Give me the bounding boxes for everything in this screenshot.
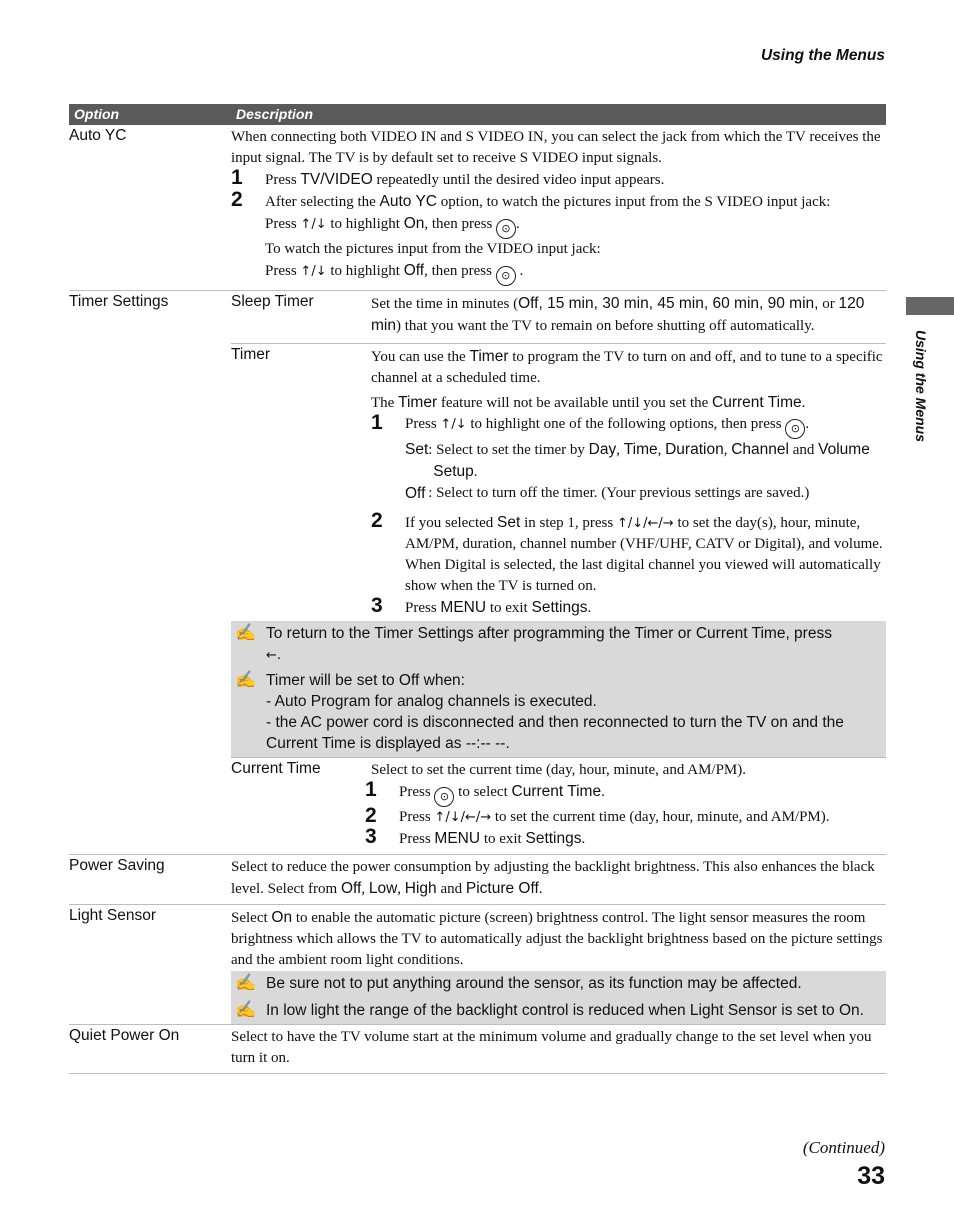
key-name: On	[271, 909, 293, 926]
text: ) that you want the TV to remain on before shutting off automatically.	[395, 318, 815, 334]
text: Press	[399, 831, 435, 847]
text: and	[788, 442, 819, 458]
term-set: Set	[405, 441, 429, 458]
key-name: Auto YC	[379, 193, 437, 210]
sub-option-description	[371, 291, 886, 343]
option-label: Light Sensor	[69, 907, 157, 924]
text: - Auto Program for analog channels is executed.	[266, 693, 597, 710]
key-name: Volume Setup	[433, 441, 870, 480]
sub-row-timer	[231, 344, 886, 621]
row-timer-settings	[69, 291, 886, 855]
sub-option-label: Timer	[231, 346, 271, 363]
text: option, to watch the pictures input from the S VIDEO input jack:	[437, 194, 831, 210]
text: to enable the automatic picture (screen) brightness control. The light sensor measures the room brightness which allows the TV to automatically adjust the backlight brightness based on the picture settings and the ambient room light conditions.	[231, 910, 883, 968]
text: Select to reduce the power consumption by adjusting the backlight brightness. This also enhances the black level. Select from	[231, 859, 875, 897]
text: repeatedly until the desired video input appears.	[372, 172, 665, 188]
paragraph	[371, 392, 886, 414]
text: To return to the Timer Settings after programming the Timer or Current Time, press	[266, 625, 832, 642]
key-name: Off	[340, 880, 362, 897]
paragraph	[371, 346, 886, 389]
step-1	[231, 166, 886, 191]
text: In low light the range of the backlight control is reduced when Light Sensor is set to On.	[266, 1002, 864, 1019]
continued-label: (Continued)	[802, 1138, 885, 1157]
step-3	[365, 825, 886, 850]
row-light-sensor	[69, 905, 886, 1025]
paragraph: When Digital is selected, the last digital channel you viewed will automatically show when the TV is turned on.	[405, 557, 881, 594]
text: .	[538, 881, 543, 897]
arrow-up-down-icon: ↑/↓	[300, 217, 327, 232]
step-2	[371, 509, 886, 597]
page-number: 33	[857, 1162, 885, 1190]
line-on: Press ↑/↓ to highlight On, then press ⊙ .	[265, 213, 886, 239]
text: ,	[397, 881, 405, 897]
text: Select	[231, 910, 272, 926]
pen-icon: ✍	[235, 1000, 257, 1019]
text: in step 1, press	[520, 515, 617, 531]
text: to highlight one of the following options, then press	[466, 416, 786, 432]
text: Press	[399, 809, 435, 825]
text: .	[801, 395, 806, 411]
key-name: 120 min	[371, 295, 865, 334]
text: - the AC power cord is disconnected and then reconnected to turn the TV on and the Current Time is displayed as --:-- --.	[266, 714, 844, 752]
key-name: Time	[623, 441, 658, 458]
note	[231, 971, 886, 998]
option-description: Select to have the TV volume start at the minimum volume and gradually change to the set level when you turn it on.	[231, 1029, 872, 1066]
paragraph: When connecting both VIDEO IN and S VIDEO IN, you can select the jack from which the TV receives the input signal. The TV is by default set to receive S VIDEO input signals.	[231, 129, 881, 166]
sub-option-description	[365, 758, 886, 854]
col-option-header: Option	[74, 106, 120, 122]
text: Timer will be set to Off when:	[266, 672, 465, 689]
options-table	[69, 104, 886, 1074]
step-number: 3	[365, 825, 377, 848]
note	[231, 621, 886, 668]
key-name: TV/VIDEO	[300, 171, 373, 188]
key-name: Timer	[469, 348, 509, 365]
note	[231, 668, 886, 757]
option-description	[231, 905, 886, 971]
enter-button-icon: ⊙	[785, 419, 805, 439]
enter-button-icon: ⊙	[496, 266, 516, 286]
col-description-header: Description	[236, 106, 314, 122]
text: After selecting the	[265, 194, 380, 210]
step-number: 2	[371, 509, 383, 532]
text: ,	[361, 881, 369, 897]
text: Press	[399, 784, 435, 800]
sub-row-sleep-timer	[231, 291, 886, 344]
key-name: High	[404, 880, 437, 897]
paragraph: Select to set the current time (day, hour, minute, and AM/PM).	[371, 762, 747, 778]
enter-button-icon: ⊙	[496, 219, 516, 239]
row-auto-yc	[69, 125, 886, 291]
pen-icon: ✍	[235, 623, 257, 642]
option-label: Timer Settings	[69, 293, 169, 310]
step-number: 1	[365, 778, 377, 801]
text: , then press	[424, 216, 497, 232]
sub-option-label: Current Time	[231, 760, 321, 777]
key-name: Set	[497, 514, 521, 531]
table-header	[69, 104, 886, 125]
arrow-all-icon: ↑/↓/←/→	[616, 516, 674, 531]
line-video: To watch the pictures input from the VIDEO input jack:	[265, 241, 601, 257]
side-tab-label: Using the Menus	[913, 330, 929, 443]
text: to highlight	[326, 216, 404, 232]
step-1	[365, 778, 886, 807]
text: feature will not be available until you set the	[437, 395, 713, 411]
key-name: Current Time	[511, 783, 602, 800]
key-name: Current Time	[712, 394, 802, 411]
text: .	[587, 600, 592, 616]
text: : Select to set the timer by	[428, 442, 589, 458]
text: If you selected	[405, 515, 498, 531]
text: .	[581, 831, 586, 847]
option-label: Auto YC	[69, 127, 127, 144]
step-2	[365, 804, 886, 828]
text: Be sure not to put anything around the sensor, as its function may be affected.	[266, 975, 802, 992]
key-name: Timer	[398, 394, 438, 411]
side-tab-marker	[906, 297, 954, 315]
text: .	[601, 784, 605, 800]
arrow-up-down-icon: ↑/↓	[440, 417, 467, 432]
term-off: Off	[405, 485, 426, 502]
key-name: Day	[588, 441, 617, 458]
line-off: Press ↑/↓ to highlight Off, then press ⊙ .	[265, 260, 886, 286]
text: ,	[616, 442, 624, 458]
definition: : Select to turn off the timer. (Your previous settings are saved.)	[428, 485, 810, 501]
option-label: Quiet Power On	[69, 1027, 180, 1044]
step-number: 1	[231, 166, 243, 189]
row-power-saving	[69, 855, 886, 905]
key-name: Settings	[525, 830, 582, 847]
step-number: 2	[231, 188, 243, 211]
text: Press	[265, 216, 301, 232]
step-number: 3	[371, 594, 383, 617]
key-name: MENU	[434, 830, 481, 847]
text: ,	[657, 442, 666, 458]
text: to highlight	[326, 263, 404, 279]
arrow-all-icon: ↑/↓/←/→	[434, 810, 492, 825]
text: to select	[454, 784, 512, 800]
note	[231, 998, 886, 1024]
arrow-up-down-icon: ↑/↓	[300, 264, 327, 279]
text: You can use the	[371, 349, 470, 365]
sub-option-label: Sleep Timer	[231, 293, 314, 310]
sub-row-current-time	[231, 757, 886, 854]
option-description	[231, 125, 886, 290]
text: Press	[405, 416, 441, 432]
enter-button-icon: ⊙	[434, 787, 454, 807]
light-sensor-notes	[231, 971, 886, 1024]
definition-list	[405, 439, 886, 504]
text: to exit	[480, 831, 526, 847]
timer-notes	[231, 621, 886, 757]
pen-icon: ✍	[235, 973, 257, 992]
step-3	[371, 594, 886, 619]
text: to exit	[486, 600, 532, 616]
step-number: 2	[365, 804, 377, 827]
step-2	[231, 188, 886, 286]
option-description	[231, 855, 886, 904]
text: Press	[265, 263, 301, 279]
key-name: Duration	[665, 441, 724, 458]
text: .	[805, 416, 810, 432]
definition	[428, 439, 886, 483]
key-name: MENU	[440, 599, 487, 616]
step-1	[371, 411, 886, 504]
row-quiet-power-on	[69, 1025, 886, 1074]
text: The	[371, 395, 399, 411]
option-label: Power Saving	[69, 857, 165, 874]
key-name: Off, 15 min, 30 min, 45 min, 60 min, 90 min,	[518, 295, 819, 312]
text: and	[436, 881, 466, 897]
text: to set the current time (day, hour, minute, and AM/PM).	[491, 809, 830, 825]
key-name: Channel	[731, 441, 789, 458]
text: .	[473, 464, 478, 480]
key-name: Low	[368, 880, 398, 897]
step-number: 1	[371, 411, 383, 434]
key-name: Settings	[531, 599, 588, 616]
key-name: Off	[403, 262, 425, 279]
arrow-left-icon: ←.	[266, 648, 282, 663]
key-name: On	[403, 215, 425, 232]
text: to program the TV to turn on and off, and to tune to a specific channel at a scheduled time.	[371, 349, 883, 386]
text: or	[818, 296, 839, 312]
text: Set the time in minutes (	[371, 296, 519, 312]
text: Press	[265, 172, 301, 188]
section-header: Using the Menus	[760, 47, 885, 64]
text: , then press	[424, 263, 496, 279]
text: to set the day(s), hour, minute, AM/PM, duration, channel number (VHF/UHF, CATV or Digital), and volume.	[405, 515, 883, 552]
key-name: Picture Off	[465, 880, 539, 897]
pen-icon: ✍	[235, 670, 257, 689]
sub-option-description	[371, 344, 886, 621]
text: ,	[723, 442, 732, 458]
text: Press	[405, 600, 441, 616]
